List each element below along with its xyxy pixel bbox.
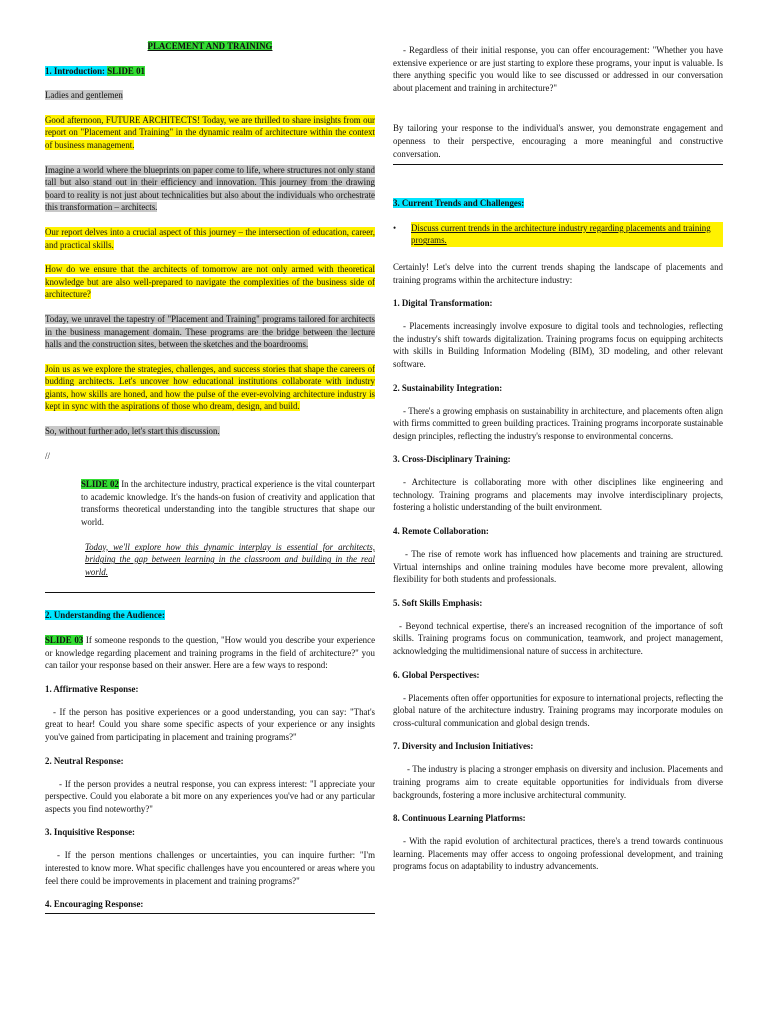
trend-text: - There's a growing emphasis on sustainability in architecture, and placements often align with firms committed to green building practices. Training programs incorporate sustainable design principles, reflecting the industry's response to environmental concerns. xyxy=(393,405,723,441)
document-title: PLACEMENT AND TRAINING xyxy=(147,41,273,51)
section-2-heading: 2. Understanding the Audience: xyxy=(45,610,165,621)
intro-paragraph-2: Imagine a world where the blueprints on paper come to life, where structures not only stand tall but also stand out in their efficiency and innovation. This journey from the drawing board to reality is not just about technicalities but also about the individuals who orchestrate this transformation – architects. xyxy=(45,164,375,213)
trend-heading: 1. Digital Transformation: xyxy=(393,298,493,309)
slide-02-paragraph: SLIDE 02 In the architecture industry, practical experience is the vital counterpart to academic knowledge. It's the hands-on fusion of creativity and application that transforms theoretical understanding into the tangible structures that shape our world. xyxy=(81,479,375,528)
trend-text: - Architecture is collaborating more with other disciplines like engineering and technology. Training programs and placements may involve interdisciplinary projects, fostering a holistic understanding of the built environment. xyxy=(393,477,723,513)
intro-paragraph-1: Good afternoon, FUTURE ARCHITECTS! Today, we are thrilled to share insights from our report on "Placement and Training" in the dynamic realm of architecture within the context of business management. xyxy=(45,114,375,150)
trends-intro: Certainly! Let's delve into the current trends shaping the landscape of placements and training programs within the architecture industry: xyxy=(393,261,723,285)
right-column xyxy=(393,44,723,885)
trend-heading: 6. Global Perspectives: xyxy=(393,669,480,680)
salutation: Ladies and gentlemen xyxy=(45,90,123,101)
response-2-text: - If the person provides a neutral response, you can express interest: "I appreciate your perspective. Could you elaborate a bit more on any experiences you've had or any particular aspects you find noteworthy?" xyxy=(45,778,375,814)
response-4-heading: 4. Encouraging Response: xyxy=(45,899,144,910)
divider xyxy=(45,592,375,593)
trend-heading: 5. Soft Skills Emphasis: xyxy=(393,597,483,608)
trend-heading: 3. Cross-Disciplinary Training: xyxy=(393,454,511,465)
trend-text: - The industry is placing a stronger emphasis on diversity and inclusion. Placements and training programs aim to create equitable opportunities for individuals from diverse backgrounds, fostering a more inclusive architectural community. xyxy=(393,764,723,800)
intro-paragraph-5: Today, we unravel the tapestry of "Placement and Training" programs tailored for architects in the business management domain. These programs are the bridge between the lecture halls and the construction sites, between the sketches and the boardrooms. xyxy=(45,313,375,350)
trend-text: - Placements increasingly involve exposure to digital tools and technologies, reflecting the industry's shift towards digitalization. Training programs focus on equipping architects with skills in Building Information Modeling (BIM), 3D modeling, and other relevant software. xyxy=(393,321,723,369)
trend-heading: 8. Continuous Learning Platforms: xyxy=(393,813,526,824)
response-2-heading: 2. Neutral Response: xyxy=(45,755,124,766)
trend-text: - With the rapid evolution of architectural practices, there's a trend towards continuous learning. Placements may offer access to ongoing professional development, and training programs focus on adaptability to industry advancements. xyxy=(393,836,723,872)
tailor-paragraph: By tailoring your response to the individual's answer, you demonstrate engagement and openness to their perspective, encouraging a more meaningful and constructive conversation. xyxy=(393,123,723,159)
bullet-icon: • xyxy=(393,222,397,233)
trend-text: - The rise of remote work has influenced how placements and training are structured. Virtual internships and online training modules have become more prevalent, allowing flexibility for both students and professionals. xyxy=(393,549,723,585)
intro-paragraph-6: Join us as we explore the strategies, challenges, and success stories that shape the careers of budding architects. Let's uncover how educational institutions collaborate with industry giants, how skills are honed, and how the pulse of the ever-evolving architecture industry is kept in sync with the aspirations of those who dream, design, and build. xyxy=(45,363,375,412)
trend-heading: 4. Remote Collaboration: xyxy=(393,526,489,537)
intro-paragraph-3: Our report delves into a crucial aspect of this journey – the intersection of education, career, and practical skills. xyxy=(45,226,375,250)
section-3-heading: 3. Current Trends and Challenges: xyxy=(393,198,525,209)
response-1-text: - If the person has positive experiences or a good understanding, you can say: "That's great to hear! Could you share some specific aspects of your experience or any insights you've gained from participating in placement and training programs?" xyxy=(45,706,375,742)
trend-heading: 2. Sustainability Integration: xyxy=(393,382,503,393)
intro-paragraph-4: How do we ensure that the architects of tomorrow are not only armed with theoretical knowledge but are also well-prepared to navigate the complexities of the business side of architecture? xyxy=(45,264,375,300)
response-3-text: - If the person mentions challenges or uncertainties, you can inquire further: "I'm interested to know more. What specific challenges have you encountered or areas where you feel there could be improvements in placement and training programs?" xyxy=(45,850,375,886)
divider xyxy=(45,913,375,914)
trend-text: - Placements often offer opportunities for exposure to international projects, reflecting the global nature of the architecture industry. Training programs may incorporate modules on cross-cultural communication and global design trends. xyxy=(393,692,723,728)
bullet-item: • Discuss current trends in the architecture industry regarding placements and training programs. xyxy=(393,222,723,247)
left-column xyxy=(45,40,375,930)
slide-02-italic: Today, we'll explore how this dynamic interplay is essential for architects, bridging the gap between learning in the classroom and building in the real world. xyxy=(85,541,375,577)
intro-paragraph-7: So, without further ado, let's start this discussion. xyxy=(45,426,220,437)
response-3-heading: 3. Inquisitive Response: xyxy=(45,827,135,838)
response-1-heading: 1. Affirmative Response: xyxy=(45,683,139,694)
separator: // xyxy=(45,450,50,461)
trend-heading: 7. Diversity and Inclusion Initiatives: xyxy=(393,741,534,752)
intro-heading: 1. Introduction: SLIDE 01 xyxy=(45,65,145,76)
divider xyxy=(393,164,723,165)
response-4-text: - Regardless of their initial response, you can offer encouragement: "Whether you have extensive experience or are just starting to explore these programs, your input is valuable. Is there anything specific you would like to see discussed or addressed in our conversation about placement and training in architecture?" xyxy=(393,45,723,93)
trend-text: - Beyond technical expertise, there's an increased recognition of the importance of soft skills. Training programs focus on communication, teamwork, and project management, acknowledging the multidimensional nature of success in architecture. xyxy=(393,620,723,657)
slide-03-paragraph: SLIDE 03 If someone responds to the question, "How would you describe your experience or knowledge regarding placement and training programs in the field of architecture?" you can tailor your response based on their answer. Here are a few ways to respond: xyxy=(45,635,376,671)
